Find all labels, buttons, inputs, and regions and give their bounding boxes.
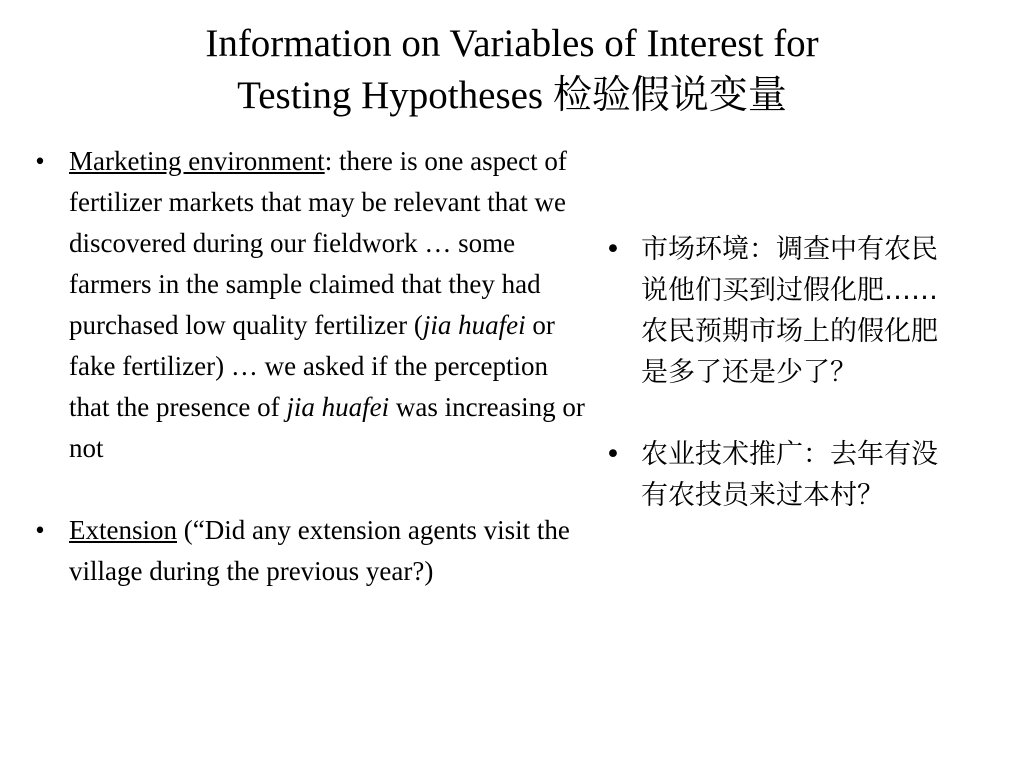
marketing-italic-1: jia huafei	[422, 310, 526, 340]
bullet-extension	[30, 510, 590, 592]
bullet-spacer	[603, 393, 963, 434]
marketing-text-3: was increasing or not	[69, 392, 585, 463]
title-line-2	[0, 70, 1024, 122]
bullet-marketing-environment	[30, 141, 590, 469]
slide-title	[0, 18, 1024, 122]
title-line-2-english: Testing Hypotheses	[237, 74, 553, 117]
right-column	[603, 229, 963, 516]
marketing-italic-2: jia huafei	[286, 392, 390, 422]
chinese-market-text: 市场环境：调查中有农民说他们买到过假化肥……农民预期市场上的假化肥是多了还是少了？	[641, 234, 938, 388]
bullet-dot: •	[605, 234, 621, 265]
title-line-1: Information on Variables of Interest for	[205, 22, 819, 65]
title-line-2-chinese: 检验假说变量	[552, 73, 787, 118]
marketing-text-1: : there is one aspect of fertilizer markets that may be relevant that we discovered during our fieldwork … some farmers in the sample claimed that they had purchased low quality fertilizer (	[69, 146, 567, 340]
marketing-heading: Marketing environment	[69, 146, 325, 176]
chinese-extension-text: 农业技术推广：去年有没有农技员来过本村？	[641, 439, 938, 511]
left-column	[30, 141, 590, 592]
bullet-chinese-extension	[603, 434, 963, 516]
bullet-spacer	[30, 469, 590, 510]
extension-text: (“Did any extension agents visit the village during the previous year?)	[69, 515, 570, 586]
marketing-text-2: or fake fertilizer) … we asked if the perception that the presence of	[69, 310, 555, 422]
bullet-dot: •	[35, 146, 45, 176]
bullet-dot: •	[35, 515, 45, 545]
bullet-chinese-market	[603, 229, 963, 393]
extension-heading: Extension	[69, 515, 177, 545]
bullet-dot: •	[605, 439, 621, 470]
